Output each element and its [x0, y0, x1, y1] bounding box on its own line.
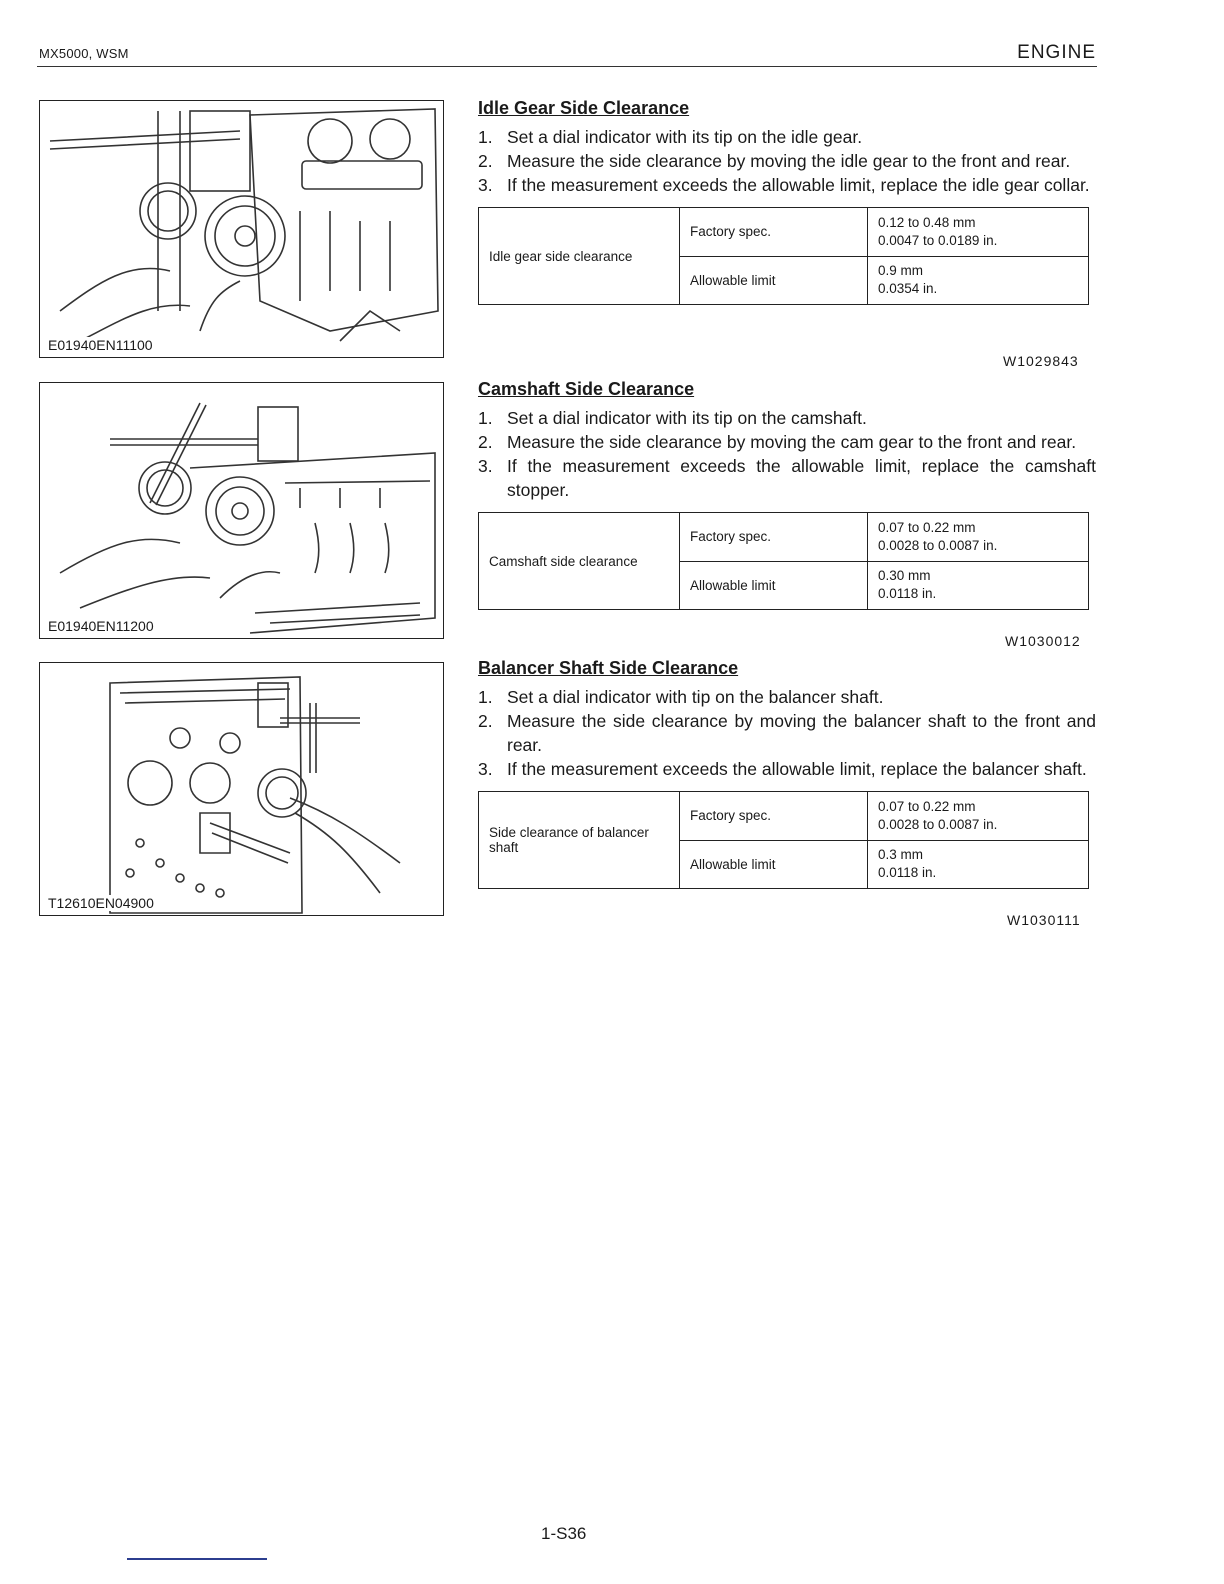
section-title: Balancer Shaft Side Clearance — [478, 658, 739, 678]
value-in: 0.0028 to 0.0087 in. — [878, 537, 998, 553]
spec-item: Camshaft side clearance — [479, 513, 680, 610]
figure-balancer-shaft — [39, 662, 444, 916]
spec-table — [478, 791, 1089, 889]
value-mm: 0.07 to 0.22 mm — [878, 519, 976, 535]
reference-code: W1029843 — [1003, 353, 1079, 369]
step — [478, 454, 1096, 502]
value-mm: 0.12 to 0.48 mm — [878, 214, 976, 230]
step-number: 2. — [478, 151, 493, 171]
reference-code: W1030111 — [1007, 912, 1081, 928]
section-title: Camshaft Side Clearance — [478, 379, 695, 399]
step-text: If the measurement exceeds the allowable limit, replace the camshaft stopper. — [507, 456, 1096, 500]
allowable-limit-value — [868, 840, 1089, 889]
step — [478, 709, 1096, 757]
value-mm: 0.07 to 0.22 mm — [878, 798, 976, 814]
value-mm: 0.3 mm — [878, 847, 924, 863]
factory-spec-value — [868, 208, 1089, 257]
spec-table — [478, 512, 1089, 610]
step-number: 3. — [478, 456, 493, 476]
step-number: 3. — [478, 175, 493, 195]
value-in: 0.0118 in. — [878, 865, 937, 881]
figure-idle-gear — [39, 100, 444, 358]
section-balancer-shaft — [478, 657, 1096, 889]
figure-camshaft — [39, 382, 444, 639]
manual-title: MX5000, WSM — [39, 46, 129, 61]
balancer-shaft-illustration — [40, 663, 443, 915]
step-number: 2. — [478, 711, 493, 731]
steps-list — [478, 685, 1096, 781]
section-idle-gear — [478, 97, 1096, 305]
step-text: Measure the side clearance by moving the balancer shaft to the front and rear. — [507, 711, 1096, 755]
step-text: Set a dial indicator with its tip on the idle gear. — [507, 127, 863, 147]
step-text: Measure the side clearance by moving the cam gear to the front and rear. — [507, 432, 1077, 452]
value-mm: 0.30 mm — [878, 568, 931, 584]
step-text: Set a dial indicator with its tip on the camshaft. — [507, 408, 867, 428]
step — [478, 430, 1096, 454]
value-mm: 0.9 mm — [878, 263, 924, 279]
step — [478, 125, 1096, 149]
step-number: 1. — [478, 127, 493, 147]
value-in: 0.0028 to 0.0087 in. — [878, 816, 998, 832]
section-camshaft — [478, 378, 1096, 610]
header-divider — [37, 66, 1097, 67]
figure-code: E01940EN11100 — [48, 337, 153, 353]
section-title: Idle Gear Side Clearance — [478, 98, 690, 118]
value-in: 0.0354 in. — [878, 281, 938, 297]
spec-item: Side clearance of balancer shaft — [479, 792, 680, 889]
step-number: 1. — [478, 687, 493, 707]
factory-spec-value — [868, 792, 1089, 841]
allowable-limit-label: Allowable limit — [680, 561, 868, 610]
step-text: If the measurement exceeds the allowable limit, replace the idle gear collar. — [507, 175, 1090, 195]
step — [478, 685, 1096, 709]
allowable-limit-value — [868, 561, 1089, 610]
step — [478, 149, 1096, 173]
step-text: Measure the side clearance by moving the idle gear to the front and rear. — [507, 151, 1071, 171]
step-text: If the measurement exceeds the allowable limit, replace the balancer shaft. — [507, 759, 1087, 779]
factory-spec-label: Factory spec. — [680, 513, 868, 562]
allowable-limit-label: Allowable limit — [680, 840, 868, 889]
steps-list — [478, 406, 1096, 502]
page-number: 1-S36 — [541, 1524, 587, 1543]
idle-gear-illustration — [40, 101, 443, 357]
step-number: 2. — [478, 432, 493, 452]
factory-spec-value — [868, 513, 1089, 562]
steps-list — [478, 125, 1096, 197]
allowable-limit-value — [868, 256, 1089, 305]
factory-spec-label: Factory spec. — [680, 208, 868, 257]
footer-line — [127, 1558, 267, 1560]
factory-spec-label: Factory spec. — [680, 792, 868, 841]
value-in: 0.0118 in. — [878, 586, 937, 602]
step-number: 1. — [478, 408, 493, 428]
step — [478, 757, 1096, 781]
figure-code: T12610EN04900 — [48, 895, 154, 911]
value-in: 0.0047 to 0.0189 in. — [878, 232, 998, 248]
step-text: Set a dial indicator with tip on the balancer shaft. — [507, 687, 884, 707]
spec-table — [478, 207, 1089, 305]
camshaft-illustration — [40, 383, 443, 638]
step-number: 3. — [478, 759, 493, 779]
chapter-title: ENGINE — [1017, 42, 1096, 63]
step — [478, 173, 1096, 197]
allowable-limit-label: Allowable limit — [680, 256, 868, 305]
figure-code: E01940EN11200 — [48, 618, 154, 634]
reference-code: W1030012 — [1005, 633, 1081, 649]
spec-item: Idle gear side clearance — [479, 208, 680, 305]
step — [478, 406, 1096, 430]
